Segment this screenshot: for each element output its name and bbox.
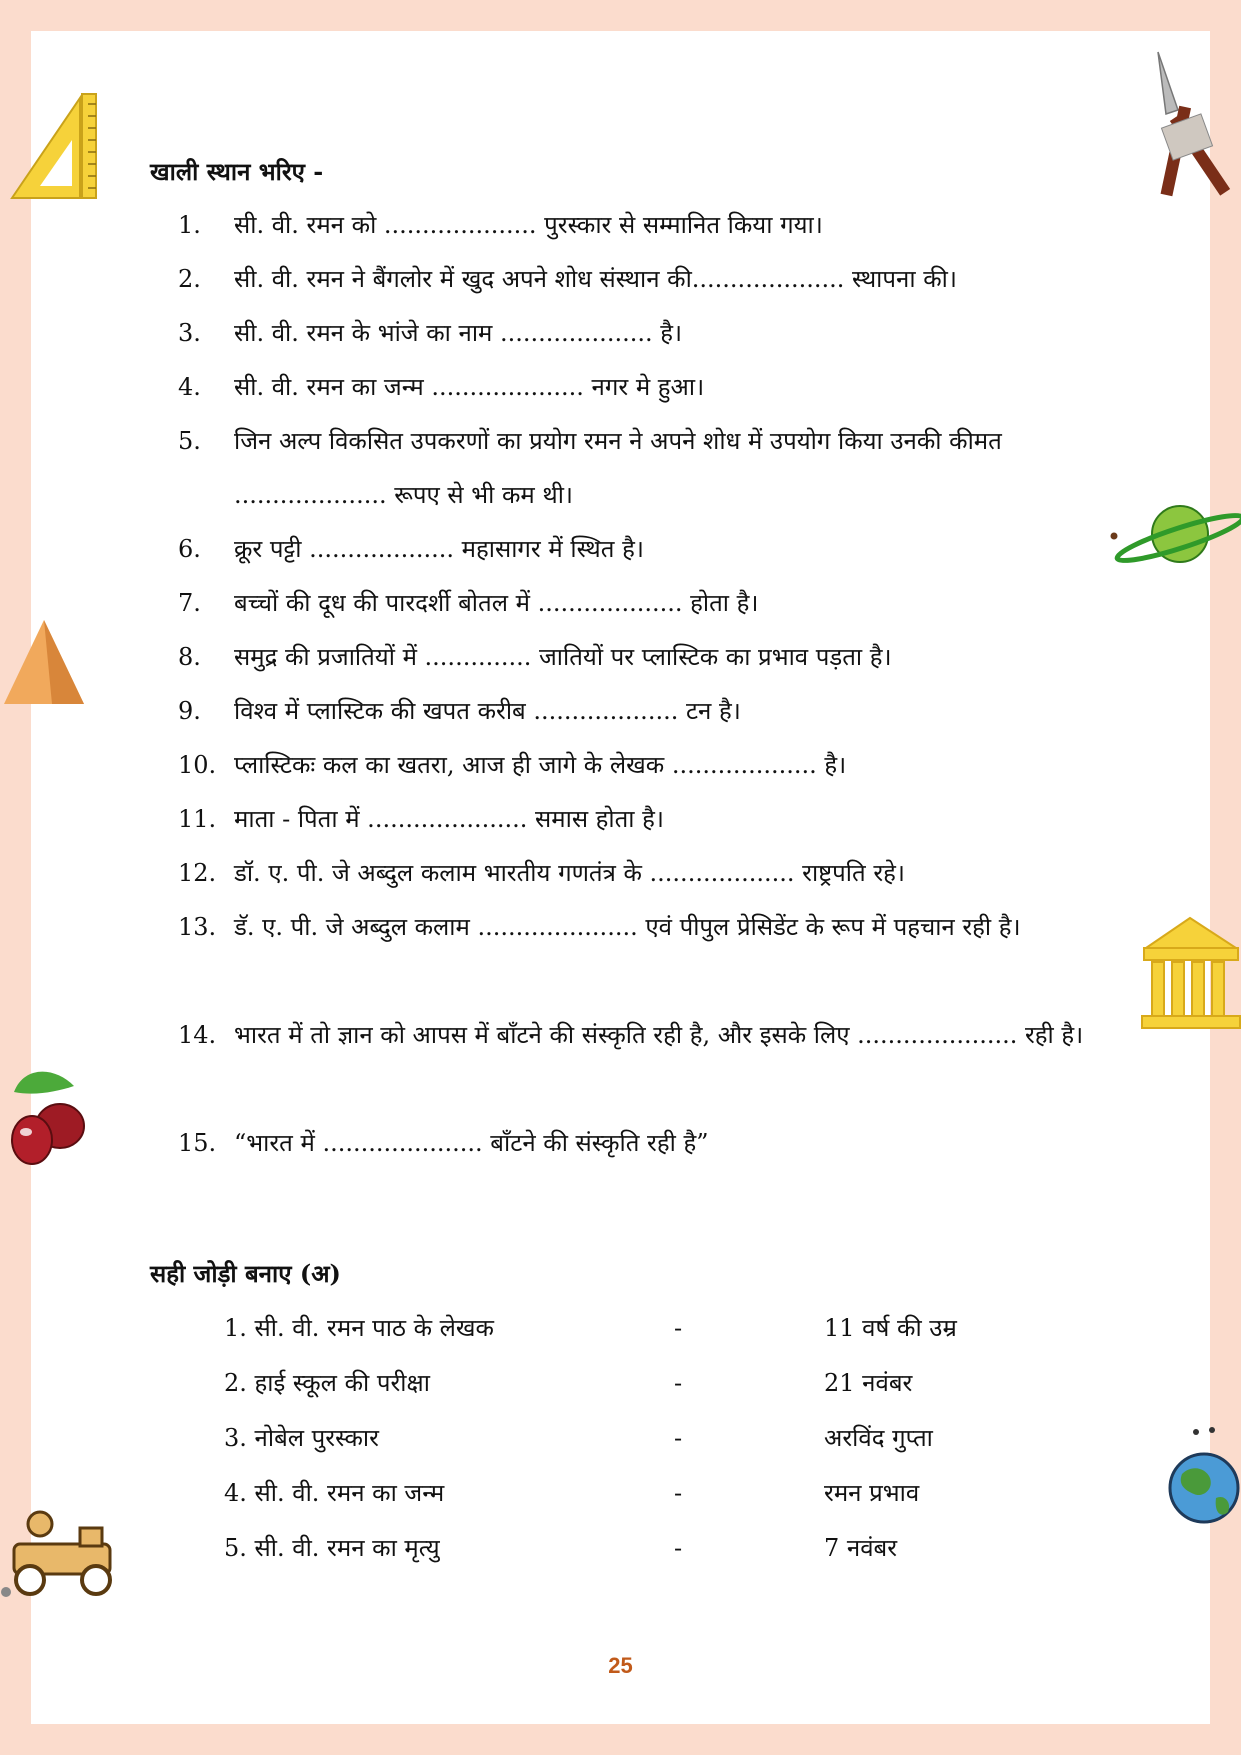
question-item	[178, 900, 1098, 954]
shovel-tools-icon	[1148, 50, 1240, 200]
pyramid-icon	[0, 616, 86, 706]
question-text: विश्व में प्लास्टिक की खपत करीब ................... टन है।	[234, 697, 741, 725]
match-left-item: 1. सी. वी. रमन पाठ के लेखक	[224, 1314, 494, 1342]
question-number: 9.	[178, 697, 201, 725]
question-number: 12.	[178, 859, 217, 887]
question-number: 10.	[178, 751, 217, 779]
question-item	[178, 1116, 1098, 1170]
question-number: 5.	[178, 427, 201, 455]
match-right-item: 21 नवंबर	[824, 1369, 913, 1397]
match-separator: -	[674, 1424, 683, 1452]
question-number: 8.	[178, 643, 201, 671]
question-item	[178, 360, 1098, 414]
match-right-item: 11 वर्ष की उम्र	[824, 1314, 957, 1342]
sprouting-beans-icon	[4, 1062, 88, 1168]
match-separator: -	[674, 1534, 683, 1562]
match-left-item: 2. हाई स्कूल की परीक्षा	[224, 1369, 430, 1397]
fill-blanks-heading: खाली स्थान भरिए -	[150, 157, 324, 186]
question-item	[178, 198, 1098, 252]
question-number: 3.	[178, 319, 201, 347]
match-row	[224, 1418, 1104, 1458]
question-item	[178, 684, 1098, 738]
question-text: सी. वी. रमन ने बैंगलोर में खुद अपने शोध संस्थान की.................... स्थापना की।	[234, 265, 957, 293]
question-text: सी. वी. रमन को .................... पुरस्कार से सम्मानित किया गया।	[234, 211, 823, 239]
question-item	[178, 522, 1098, 576]
question-text: माता - पिता में ..................... समास होता है।	[234, 805, 664, 833]
question-text: बच्चों की दूध की पारदर्शी बोतल में ................... होता है।	[234, 589, 759, 617]
question-item	[178, 792, 1098, 846]
question-number: 13.	[178, 913, 217, 941]
question-text: डॅ. ए. पी. जे अब्दुल कलाम ..................... एवं पीपुल प्रेसिडेंट के रूप में पहचान रही है।	[234, 913, 1021, 941]
temple-pillars-icon	[1140, 912, 1241, 1030]
question-text: भारत में तो ज्ञान को आपस में बाँटने की संस्कृति रही है, और इसके लिए ..................... रही है।	[234, 1021, 1084, 1049]
match-separator: -	[674, 1479, 683, 1507]
globe-earth-icon	[1166, 1424, 1241, 1530]
question-number: 7.	[178, 589, 201, 617]
question-text: प्लास्टिकः कल का खतरा, आज ही जागे के लेखक ................... है।	[234, 751, 847, 779]
question-number: 2.	[178, 265, 201, 293]
question-number: 11.	[178, 805, 217, 833]
question-text: “भारत में ..................... बाँटने की संस्कृति रही है”	[234, 1129, 709, 1157]
question-item	[178, 1008, 1098, 1062]
question-text: डॉ. ए. पी. जे अब्दुल कलाम भारतीय गणतंत्र के ................... राष्ट्रपति रहे।	[234, 859, 905, 887]
question-item	[178, 576, 1098, 630]
match-right-item: अरविंद गुप्ता	[824, 1424, 933, 1452]
match-pairs-heading: सही जोड़ी बनाए (अ)	[150, 1259, 341, 1288]
question-item	[178, 846, 1098, 900]
match-row	[224, 1363, 1104, 1403]
match-row	[224, 1473, 1104, 1513]
vintage-car-icon	[0, 1504, 126, 1600]
match-row	[224, 1528, 1104, 1568]
question-text: सी. वी. रमन का जन्म .................... नगर मे हुआ।	[234, 373, 705, 401]
question-item	[178, 630, 1098, 684]
page-number: 25	[608, 1653, 633, 1678]
question-item	[178, 306, 1098, 360]
question-text: सी. वी. रमन के भांजे का नाम .................... है।	[234, 319, 683, 347]
question-number: 1.	[178, 211, 201, 239]
question-item	[178, 738, 1098, 792]
question-text: समुद्र की प्रजातियों में .............. जातियों पर प्लास्टिक का प्रभाव पड़ता है।	[234, 643, 892, 671]
match-separator: -	[674, 1314, 683, 1342]
question-text: क्रूर पट्टी ................... महासागर में स्थित है।	[234, 535, 644, 563]
match-left-item: 4. सी. वी. रमन का जन्म	[224, 1479, 445, 1507]
question-item	[178, 414, 1098, 522]
question-number: 14.	[178, 1021, 217, 1049]
match-right-item: रमन प्रभाव	[824, 1479, 920, 1507]
match-left-item: 5. सी. वी. रमन का मृत्यु	[224, 1534, 440, 1562]
match-separator: -	[674, 1369, 683, 1397]
question-item	[178, 252, 1098, 306]
match-left-item: 3. नोबेल पुरस्कार	[224, 1424, 379, 1452]
planet-saturn-icon	[1108, 498, 1241, 568]
match-row	[224, 1308, 1104, 1348]
question-text: जिन अल्प विकसित उपकरणों का प्रयोग रमन ने अपने शोध में उपयोग किया उनकी कीमत .................... रूपए से भी कम थी।	[234, 427, 1002, 509]
match-right-item: 7 नवंबर	[824, 1534, 898, 1562]
set-square-ruler-icon	[4, 90, 100, 202]
question-number: 15.	[178, 1129, 217, 1157]
question-number: 6.	[178, 535, 201, 563]
question-number: 4.	[178, 373, 201, 401]
